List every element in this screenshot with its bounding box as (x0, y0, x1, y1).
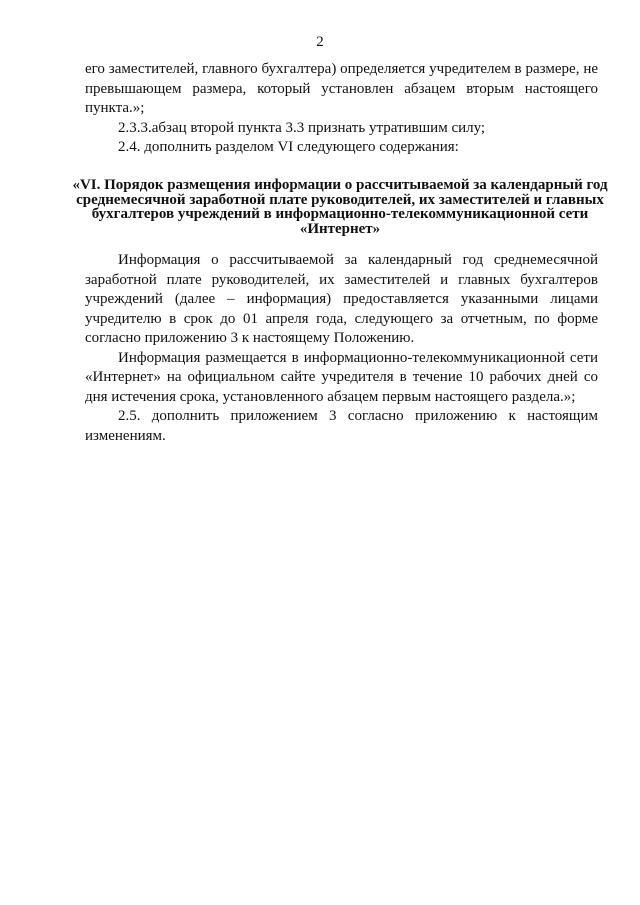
section-paragraph-2: Информация размещается в информационно-телекоммуникационной сети «Интернет» на официальном сайте учредителя в течение 10 рабочих дней со дня истечения срока, установленного абзацем первым настоящего раздела.»; (85, 349, 598, 405)
item-2-3-3: 2.3.3.абзац второй пункта 3.3 признать утратившим силу; (118, 119, 486, 136)
item-2-5: 2.5. дополнить приложением 3 согласно приложению к настоящим изменениям. (85, 408, 598, 444)
continuation-paragraph: его заместителей, главного бухгалтера) определяется учредителем в размере, не превышающем размера, который установлен абзацем вторым настоящего пункта.»; (85, 61, 598, 116)
item-2-4: 2.4. дополнить разделом VI следующего содержания: (118, 139, 459, 155)
section-heading: «VI. Порядок размещения информации о рассчитываемой за календарный год среднемесячной заработной плате руководителей, их заместителей и главных бухгалтеров учреждений в информационно-телекоммуникационной сети «Интернет» (72, 177, 608, 237)
page-number: 2 (316, 34, 324, 50)
section-paragraph-1: Информация о рассчитываемой за календарный год среднемесячной заработной плате руководителей, их заместителей и главных бухгалтеров учреждений (далее – информация) предоставляется указанными лицами учредителю в срок до 01 апреля года, следующего за отчетным, по форме согласно приложению 3 к настоящему Положению. (85, 252, 598, 346)
intro-block (85, 60, 598, 158)
section-body (85, 251, 598, 446)
